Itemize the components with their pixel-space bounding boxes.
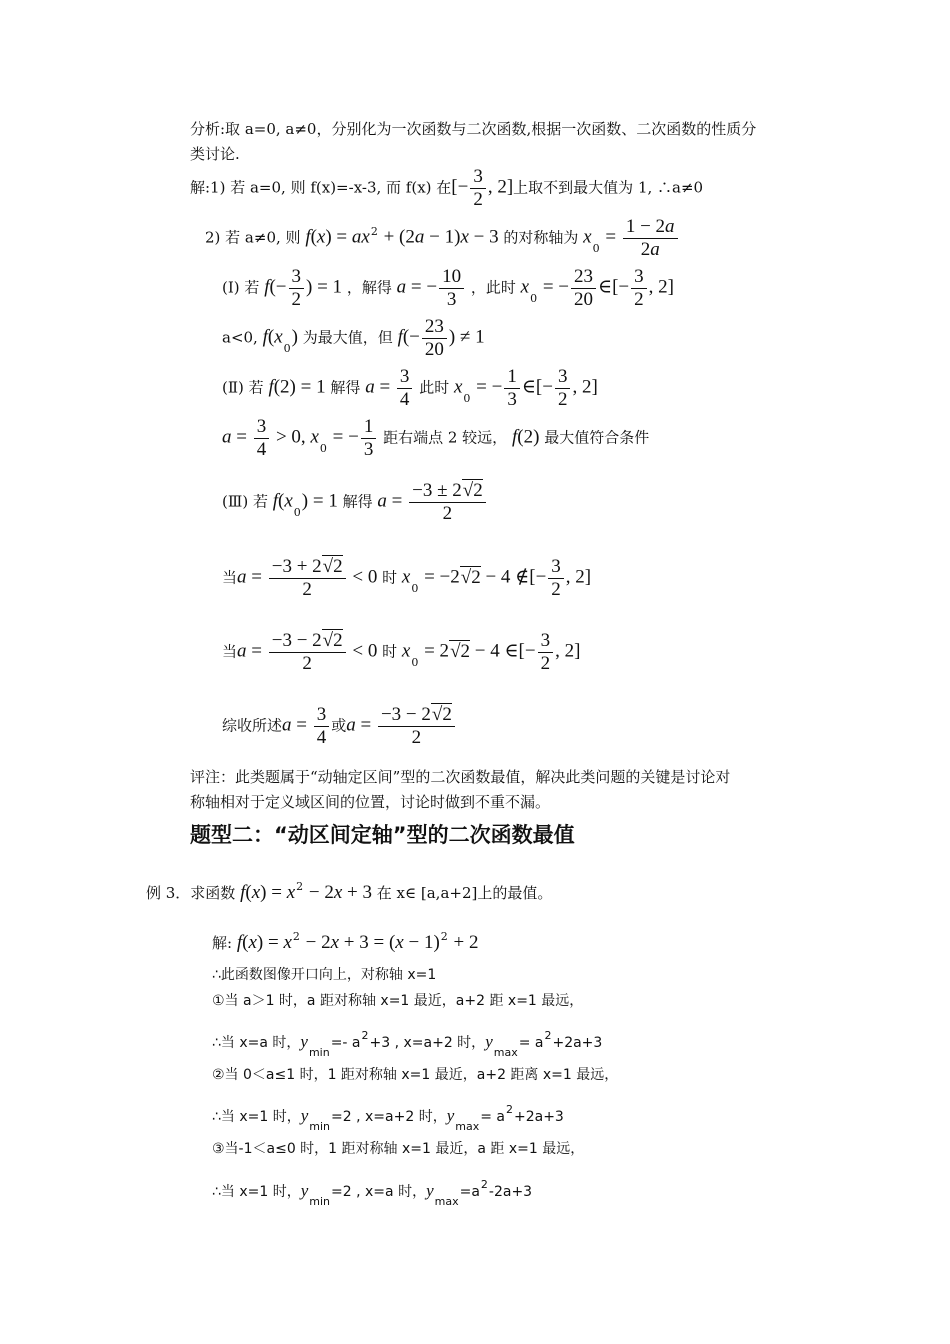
example-3: 例 3．求函数 $f(x) = x^2 - 2x + 3$ 在 x∈ [a,a+2]上的最值。	[146, 880, 553, 903]
case-2-continued: a = $\frac{3}{4}$ > 0, $x_0$ = − $\frac{1}{3}$ 距右端点 2 较远， f(2) 最大值符合条件	[222, 416, 650, 460]
solution-step-2: 2) 若 a≠0, 则 $f(x) = ax^2 + (2a - 1)x - 3$ 的对称轴为 $x_0$ = $\frac{1 - 2a}{2a}$	[205, 216, 680, 261]
example-solution-line-1: ∴此函数图像开口向上，对称轴 x=1	[212, 967, 437, 983]
analysis-line-1: 分析:取 a=0, a≠0，分别化为一次函数与二次函数,根据一次函数、二次函数的性质分	[190, 120, 757, 138]
example-solution-line-6: ③当-1＜a≤0 时，1 距对称轴 x=1 最近，a 距 x=1 最远，	[212, 1141, 585, 1157]
example-solution-line-7: ∴当 x=1 时，$y_{min}=2$ , x=a 时，$y_{max}=a^2-2a+3$	[212, 1178, 533, 1208]
case-1-continued: a<0, $f(x_0)$ 为最大值，但 f(− $\frac{23}{20}$ ) ≠ 1	[222, 316, 485, 360]
solution-step-1: 解:1) 若 a=0, 则 f(x)=-x-3, 而 f(x) 在[− $\frac{3}{2}$ , 2]上取不到最大值为 1, ∴a≠0	[190, 166, 704, 210]
example-solution-formula: 解: $f(x) = x^2 - 2x + 3 = (x - 1)^2 + 2$	[212, 930, 479, 953]
case-3-when-minus: 当a = $\frac{-3 - 2√2}{2}$ < 0 时 $x_0 = 2√2 - 4$ ∈[− $\frac{3}{2}$ , 2]	[222, 630, 581, 674]
example-solution-line-3: ∴当 x=a 时，$y_{min}=-$ $a^2+3$ , x=a+2 时，$y_{max}= a^2+2a+3$	[212, 1029, 603, 1059]
section-heading: 题型二：“动区间定轴”型的二次函数最值	[190, 823, 575, 847]
case-1: (Ⅰ) 若 f(− $\frac{3}{2}$ ) = 1 ，解得 a = − $\frac{10}{3}$ ，此时 $x_0$ = − $\frac{23}{20}$ ∈[− $\frac{3}{2}$ , 2]	[222, 266, 674, 310]
case-3: (Ⅲ) 若 $f(x_0) = 1$ 解得 a = $\frac{-3 \pm 2√2}{2}$	[222, 480, 488, 525]
comment-line-1: 评注：此类题属于“动轴定区间”型的二次函数最值，解决此类问题的关键是讨论对	[190, 768, 731, 786]
conclusion: 综收所述a = $\frac{3}{4}$ 或a = $\frac{-3 - 2√2}{2}$	[222, 704, 457, 749]
case-2: (Ⅱ) 若 f(2) = 1 解得 a = $\frac{3}{4}$ 此时 $x_0$ = − $\frac{1}{3}$ ∈[− $\frac{3}{2}$ , 2]	[222, 366, 598, 410]
example-solution-line-5: ∴当 x=1 时，$y_{min}=2$ , x=a+2 时，$y_{max}= a^2+2a+3$	[212, 1103, 564, 1133]
example-solution-line-4: ②当 0＜a≤1 时，1 距对称轴 x=1 最近，a+2 距离 x=1 最远，	[212, 1067, 619, 1083]
comment-line-2: 称轴相对于定义域区间的位置，讨论时做到不重不漏。	[190, 793, 551, 811]
case-3-when-plus: 当a = $\frac{-3 + 2√2}{2}$ < 0 时 $x_0 = -2√2 - 4$ ∉[− $\frac{3}{2}$ , 2]	[222, 556, 592, 600]
example-solution-line-2: ①当 a＞1 时，a 距对称轴 x=1 最近，a+2 距 x=1 最远，	[212, 993, 584, 1009]
analysis-line-2: 类讨论.	[190, 145, 240, 163]
